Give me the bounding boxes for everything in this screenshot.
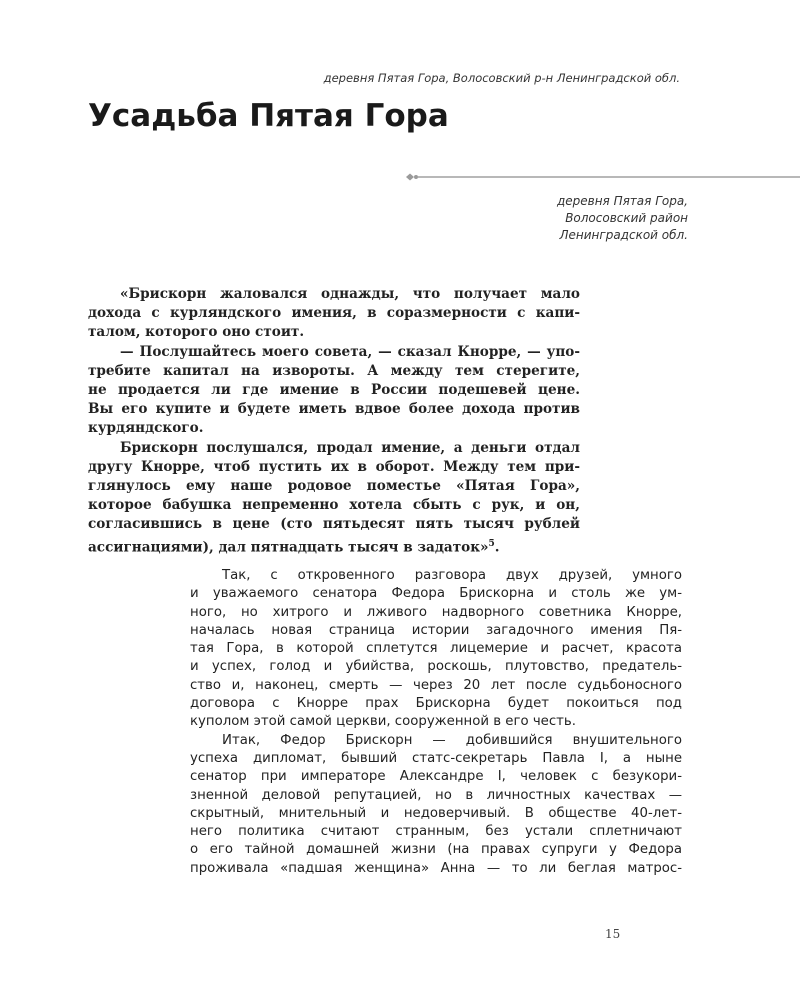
quote-line: требите капитал на извороты. А между тем стерегите,: [88, 362, 580, 379]
body-line: сенатор при императоре Александре I, человек с безукори-: [190, 769, 682, 785]
divider-dot: [414, 175, 418, 179]
location-line: деревня Пятая Гора,: [556, 194, 688, 208]
body-line: ного, но хитрого и лживого надворного советника Кнорре,: [190, 604, 682, 620]
quote-line-text: ассигнациями), дал пятнадцать тысяч в задаток»: [88, 539, 489, 556]
body-line: о его тайной домашней жизни (на правах супруги у Федора: [190, 842, 682, 858]
body-line: куполом этой самой церкви, сооруженной в его честь.: [190, 714, 576, 730]
quote-line: дохода с курляндского имения, в соразмерности с капи-: [88, 305, 580, 322]
quote-line: «Брискорн жаловался однажды, что получает мало: [120, 286, 580, 302]
quote-line: Вы его купите и будете иметь вдвое более дохода против: [88, 401, 580, 418]
location-line: Волосовский район: [565, 211, 688, 225]
divider-diamond-left: [406, 174, 414, 181]
epigraph-quote: [88, 285, 580, 557]
quote-line: Брискорн послушался, продал имение, а деньги отдал: [120, 439, 580, 456]
body-line: договора с Кнорре прах Брискорна будет покоиться под: [190, 696, 682, 712]
body-line: проживала «падшая женщина» Анна — то ли беглая матрос-: [190, 860, 682, 876]
body-line: успеха дипломат, бывший статс-секретарь Павла I, а ныне: [190, 750, 682, 766]
quote-line: — Послушайтесь моего совета, — сказал Кнорре, — упо-: [120, 343, 580, 360]
body-line: скрытный, мнительный и недоверчивый. В обществе 40-лет-: [190, 805, 682, 821]
quote-line: не продается ли где имение в России подешевей цене.: [88, 382, 580, 399]
body-line: и успех, голод и убийства, роскошь, плутовство, предатель-: [190, 659, 682, 675]
body-line: тая Гора, в которой сплетутся лицемерие и расчет, красота: [190, 641, 682, 657]
quote-end-period: .: [494, 539, 500, 556]
body-line: него политика считают странным, без устали сплетничают: [190, 824, 682, 840]
page-number: 15: [605, 927, 621, 941]
page-title: Усадьба Пятая Гора: [88, 98, 449, 134]
quote-line: талом, которого оно стоит.: [88, 324, 305, 341]
body-text: [190, 567, 682, 878]
body-line: зненной деловой репутацией, но в личностных качествах —: [190, 787, 682, 803]
decorative-divider: [402, 170, 800, 184]
body-line: и уважаемого сенатора Федора Брискорна и столь же ум-: [190, 586, 682, 602]
running-header: деревня Пятая Гора, Волосовский р-н Ленинградской обл.: [323, 71, 680, 85]
location-line: Ленинградской обл.: [559, 228, 688, 242]
body-line: Итак, Федор Брискорн — добившийся внушительного: [222, 732, 682, 748]
body-line: началась новая страница истории загадочного имения Пя-: [190, 622, 682, 638]
quote-line: другу Кнорре, чтоб пустить их в оборот. Между тем при-: [88, 458, 580, 475]
quote-line: [88, 535, 580, 558]
location-block: [557, 193, 688, 244]
body-line: Так, с откровенного разговора двух друзей, умного: [222, 568, 682, 583]
quote-line: глянулось ему наше родовое поместье «Пятая Гора»,: [88, 478, 580, 495]
quote-line: курдяндского.: [88, 420, 204, 437]
quote-line: которое бабушка непременно хотела сбыть с рук, и он,: [88, 497, 580, 514]
body-line: ство и, наконец, смерть — через 20 лет после судьбоносного: [190, 677, 682, 693]
quote-line: согласившись в цене (сто пятьдесят пять тысяч рублей: [88, 516, 580, 533]
footnote-ref[interactable]: 5: [488, 538, 495, 549]
